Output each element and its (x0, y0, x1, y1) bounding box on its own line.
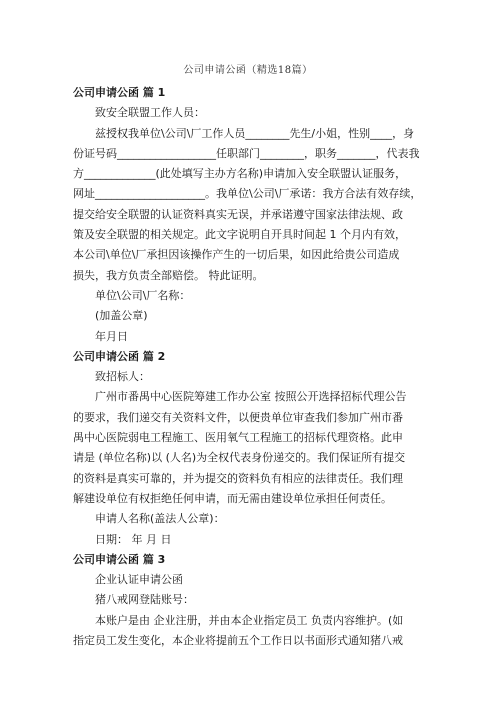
section-2-body-line: 请是 (单位名称)以 (人名)为全权代表身份递交的。我们保证所有提交 (73, 451, 406, 465)
section-2-body-line: 的资料是真实可靠的，并为提交的资料负有相应的法律责任。我们理 (73, 471, 403, 485)
section-3-account: 猪八戒网登陆账号： (95, 593, 194, 607)
section-1-signature-date: 年月日 (95, 329, 128, 343)
section-1-body-line: 方_____________(此处填写主办方名称)申请加入安全联盟认证服务， (73, 167, 407, 181)
document-title: 公司申请公函（精选18篇） (183, 65, 313, 76)
section-1-signature-seal: (加盖公章) (95, 309, 148, 323)
section-1-body-line: 份证号码__________________任职部门________，职务_______，代表我 (73, 146, 420, 160)
section-3-body-line: 本账户是由 企业注册，并由本企业指定员工 负责内容维护。(如 (95, 613, 404, 627)
section-2-body-line: 广州市番禺中心医院筹建工作办公室 按照公开选择招标代理公告 (95, 390, 407, 404)
section-3-body-line: 指定员工发生变化，本企业将提前五个工作日以书面形式通知猪八戒 (73, 634, 403, 648)
section-1-body-line: 网址____________________。我单位\公司\厂承诺：我方合法有效存续， (73, 187, 422, 201)
section-2-body-line: 解建设单位有权拒绝任何申请，而无需由建设单位承担任何责任。 (73, 491, 392, 505)
section-2-body-line: 禺中心医院弱电工程施工、医用氧气工程施工的招标代理资格。此申 (73, 431, 403, 445)
section-2-body-line: 的要求，我们递交有关资料文件，以便贵单位审查我们参加广州市番 (73, 410, 403, 424)
section-2-title: 公司申请公函 篇 2 (73, 349, 166, 363)
section-2-greeting: 致招标人： (95, 370, 150, 384)
section-1-body-line: 本公司\单位\厂承担因该操作产生的一切后果，如因此给贵公司造成 (73, 248, 400, 262)
section-1-body-line: 策及安全联盟的相关规定。此文字说明自开具时间起 1 个月内有效， (73, 228, 406, 242)
section-3-greeting: 企业认证申请公函 (95, 573, 183, 587)
section-1-signature-org: 单位\公司\厂名称： (95, 288, 191, 302)
document-body (73, 83, 425, 651)
section-1-greeting: 致安全联盟工作人员： (95, 106, 205, 120)
section-2-signature-date: 日期： 年 月 日 (95, 532, 172, 546)
section-1-body-line: 提交给安全联盟的认证资料真实无误，并承诺遵守国家法律法规、政 (73, 207, 403, 221)
section-1-body-line: 损失，我方负责全部赔偿。 特此证明。 (73, 268, 264, 282)
section-2-signature-applicant: 申请人名称(盖法人公章)： (95, 512, 225, 526)
section-3-title: 公司申请公函 篇 3 (73, 552, 166, 566)
section-1-body-line: 兹授权我单位\公司\厂工作人员________先生/小姐，性别____，身 (95, 126, 415, 140)
section-1-title: 公司申请公函 篇 1 (73, 86, 166, 99)
